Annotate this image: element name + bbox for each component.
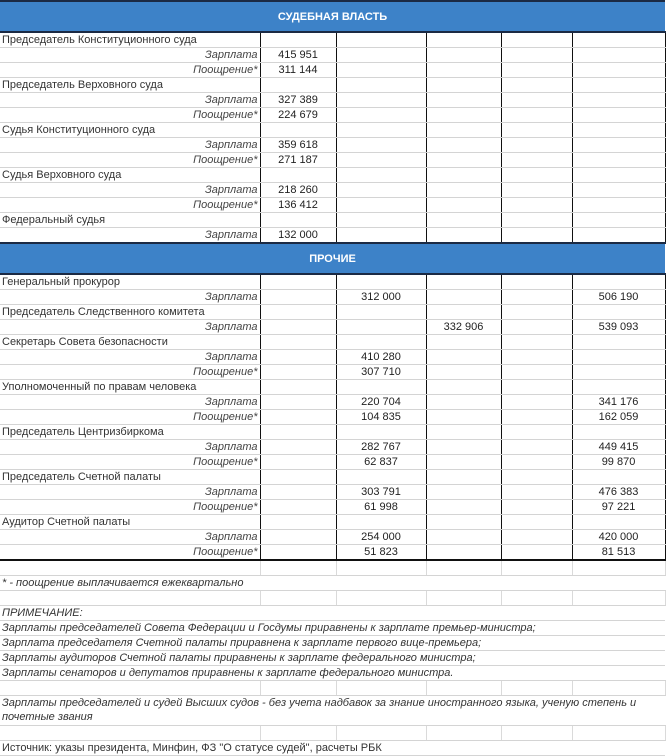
note-line-text[interactable]: Зарплаты аудиторов Счетной палаты приравнены к зарплате федерального министра; (0, 651, 665, 666)
value-cell[interactable] (426, 350, 501, 365)
position-row (0, 274, 665, 290)
value-cell[interactable] (426, 153, 501, 168)
position-name[interactable]: Судья Конституционного суда (0, 123, 260, 138)
empty-cell[interactable] (572, 32, 665, 48)
empty-cell[interactable] (336, 78, 426, 93)
empty-cell[interactable] (426, 274, 501, 290)
position-name[interactable]: Генеральный прокурор (0, 274, 260, 290)
empty-cell[interactable] (501, 425, 572, 440)
row-label[interactable]: Зарплата (0, 48, 260, 63)
table-row (0, 500, 665, 515)
empty-cell[interactable] (501, 560, 572, 576)
table-row (0, 153, 665, 168)
value-cell[interactable] (501, 350, 572, 365)
row-label[interactable]: Поощрение* (0, 153, 260, 168)
table-row (0, 228, 665, 244)
note-line-text[interactable]: Зарплаты председателей Совета Федерации и Госдумы приравнены к зарплате премьер-министра; (0, 621, 665, 636)
row-label[interactable]: Поощрение* (0, 545, 260, 561)
empty-cell[interactable] (336, 591, 426, 606)
value-cell[interactable] (501, 395, 572, 410)
empty-cell[interactable] (260, 274, 336, 290)
section-title[interactable]: СУДЕБНАЯ ВЛАСТЬ (0, 1, 665, 32)
empty-cell[interactable] (572, 726, 665, 741)
value-cell[interactable]: 359 618 (260, 138, 336, 153)
value-cell[interactable]: 282 767 (336, 440, 426, 455)
table-row (0, 455, 665, 470)
table-row (0, 395, 665, 410)
value-cell[interactable] (501, 500, 572, 515)
empty-cell[interactable] (260, 560, 336, 576)
value-cell[interactable] (260, 320, 336, 335)
row-label[interactable]: Зарплата (0, 138, 260, 153)
value-cell[interactable]: 506 190 (572, 290, 665, 305)
value-cell[interactable] (501, 410, 572, 425)
value-cell[interactable] (501, 485, 572, 500)
empty-cell[interactable] (336, 681, 426, 696)
position-name[interactable]: Председатель Центризбиркома (0, 425, 260, 440)
courts-note (0, 696, 665, 726)
table-row (0, 545, 665, 561)
value-cell[interactable] (336, 153, 426, 168)
value-cell[interactable] (572, 108, 665, 123)
empty-cell[interactable] (426, 470, 501, 485)
value-cell[interactable] (501, 440, 572, 455)
value-cell[interactable] (501, 290, 572, 305)
empty-cell[interactable] (572, 591, 665, 606)
value-cell[interactable] (501, 183, 572, 198)
empty-cell[interactable] (260, 470, 336, 485)
value-cell[interactable] (336, 228, 426, 244)
empty-cell[interactable] (336, 425, 426, 440)
empty-cell[interactable] (426, 380, 501, 395)
note-line (0, 621, 665, 636)
empty-cell[interactable] (572, 123, 665, 138)
table-row (0, 63, 665, 78)
position-name[interactable]: Секретарь Совета безопасности (0, 335, 260, 350)
value-cell[interactable] (501, 63, 572, 78)
value-cell[interactable] (426, 48, 501, 63)
empty-cell[interactable] (260, 78, 336, 93)
note-title-text[interactable]: ПРИМЕЧАНИЕ: (0, 606, 665, 621)
empty-cell[interactable] (0, 591, 260, 606)
note-line (0, 651, 665, 666)
value-cell[interactable] (572, 48, 665, 63)
row-label[interactable]: Зарплата (0, 350, 260, 365)
row-label[interactable]: Поощрение* (0, 455, 260, 470)
value-cell[interactable] (426, 183, 501, 198)
position-name[interactable]: Судья Верховного суда (0, 168, 260, 183)
position-row (0, 123, 665, 138)
value-cell[interactable] (501, 530, 572, 545)
position-row (0, 380, 665, 395)
source-line-text[interactable]: Источник: указы президента, Минфин, ФЗ "О статусе судей", расчеты РБК (0, 741, 665, 756)
empty-cell[interactable] (501, 470, 572, 485)
table-row (0, 530, 665, 545)
empty-cell[interactable] (260, 32, 336, 48)
value-cell[interactable] (426, 410, 501, 425)
table-row (0, 290, 665, 305)
blank-row (0, 560, 665, 576)
position-name[interactable]: Председатель Следственного комитета (0, 305, 260, 320)
empty-cell[interactable] (336, 726, 426, 741)
value-cell[interactable] (426, 290, 501, 305)
empty-cell[interactable] (572, 560, 665, 576)
value-cell[interactable] (426, 63, 501, 78)
value-cell[interactable] (426, 440, 501, 455)
value-cell[interactable]: 312 000 (336, 290, 426, 305)
table-row (0, 365, 665, 380)
row-label[interactable]: Поощрение* (0, 63, 260, 78)
courts-note-text[interactable]: Зарплаты председателей и судей Высших судов - без учета надбавок за знание иностранного языка, ученую степень и почетные звания (0, 696, 665, 726)
position-name[interactable]: Председатель Конституционного суда (0, 32, 260, 48)
position-row (0, 470, 665, 485)
empty-cell[interactable] (260, 515, 336, 530)
value-cell[interactable] (336, 63, 426, 78)
blank-row (0, 591, 665, 606)
value-cell[interactable] (501, 153, 572, 168)
value-cell[interactable]: 415 951 (260, 48, 336, 63)
value-cell[interactable]: 311 144 (260, 63, 336, 78)
row-label[interactable]: Поощрение* (0, 410, 260, 425)
value-cell[interactable] (426, 530, 501, 545)
value-cell[interactable]: 62 837 (336, 455, 426, 470)
empty-cell[interactable] (572, 305, 665, 320)
empty-cell[interactable] (260, 335, 336, 350)
value-cell[interactable] (572, 350, 665, 365)
empty-cell[interactable] (572, 681, 665, 696)
row-label[interactable]: Зарплата (0, 183, 260, 198)
value-cell[interactable] (336, 198, 426, 213)
value-cell[interactable] (426, 93, 501, 108)
value-cell[interactable] (501, 365, 572, 380)
value-cell[interactable] (260, 455, 336, 470)
empty-cell[interactable] (501, 380, 572, 395)
value-cell[interactable] (260, 290, 336, 305)
position-row (0, 213, 665, 228)
position-row (0, 335, 665, 350)
value-cell[interactable]: 51 823 (336, 545, 426, 561)
value-cell[interactable] (426, 545, 501, 561)
table-row (0, 48, 665, 63)
row-label[interactable]: Поощрение* (0, 365, 260, 380)
empty-cell[interactable] (572, 380, 665, 395)
empty-cell[interactable] (501, 78, 572, 93)
empty-cell[interactable] (336, 123, 426, 138)
row-label[interactable]: Зарплата (0, 530, 260, 545)
value-cell[interactable] (260, 485, 336, 500)
value-cell[interactable]: 136 412 (260, 198, 336, 213)
value-cell[interactable] (426, 500, 501, 515)
row-label[interactable]: Поощрение* (0, 500, 260, 515)
value-cell[interactable] (260, 365, 336, 380)
value-cell[interactable]: 220 704 (336, 395, 426, 410)
position-row (0, 78, 665, 93)
empty-cell[interactable] (501, 274, 572, 290)
empty-cell[interactable] (501, 515, 572, 530)
row-label[interactable]: Зарплата (0, 93, 260, 108)
empty-cell[interactable] (426, 168, 501, 183)
empty-cell[interactable] (572, 213, 665, 228)
empty-cell[interactable] (336, 515, 426, 530)
value-cell[interactable]: 476 383 (572, 485, 665, 500)
empty-cell[interactable] (0, 560, 260, 576)
value-cell[interactable] (426, 228, 501, 244)
row-label[interactable]: Зарплата (0, 228, 260, 244)
value-cell[interactable] (336, 93, 426, 108)
value-cell[interactable]: 327 389 (260, 93, 336, 108)
value-cell[interactable] (501, 93, 572, 108)
value-cell[interactable] (260, 530, 336, 545)
empty-cell[interactable] (260, 305, 336, 320)
value-cell[interactable] (336, 138, 426, 153)
value-cell[interactable] (336, 108, 426, 123)
footnote (0, 576, 665, 591)
table-row (0, 93, 665, 108)
value-cell[interactable] (501, 198, 572, 213)
empty-cell[interactable] (426, 78, 501, 93)
value-cell[interactable] (426, 485, 501, 500)
position-row (0, 168, 665, 183)
value-cell[interactable]: 410 280 (336, 350, 426, 365)
section-title[interactable]: ПРОЧИЕ (0, 243, 665, 274)
table-row (0, 198, 665, 213)
value-cell[interactable]: 420 000 (572, 530, 665, 545)
value-cell[interactable]: 61 998 (336, 500, 426, 515)
position-row (0, 32, 665, 48)
empty-cell[interactable] (260, 726, 336, 741)
position-name[interactable]: Федеральный судья (0, 213, 260, 228)
source-line (0, 741, 665, 756)
empty-cell[interactable] (572, 425, 665, 440)
empty-cell[interactable] (572, 515, 665, 530)
value-cell[interactable]: 271 187 (260, 153, 336, 168)
value-cell[interactable] (501, 545, 572, 561)
value-cell[interactable] (260, 350, 336, 365)
value-cell[interactable] (501, 320, 572, 335)
empty-cell[interactable] (501, 123, 572, 138)
value-cell[interactable]: 218 260 (260, 183, 336, 198)
blank-row (0, 681, 665, 696)
empty-cell[interactable] (426, 32, 501, 48)
value-cell[interactable] (426, 455, 501, 470)
empty-cell[interactable] (336, 380, 426, 395)
value-cell[interactable] (501, 138, 572, 153)
section-header (0, 243, 665, 274)
empty-cell[interactable] (501, 213, 572, 228)
table-row (0, 485, 665, 500)
empty-cell[interactable] (260, 168, 336, 183)
value-cell[interactable]: 81 513 (572, 545, 665, 561)
note-title (0, 606, 665, 621)
empty-cell[interactable] (501, 591, 572, 606)
section-header (0, 1, 665, 32)
value-cell[interactable] (572, 93, 665, 108)
position-name[interactable]: Аудитор Счетной палаты (0, 515, 260, 530)
value-cell[interactable] (260, 395, 336, 410)
empty-cell[interactable] (426, 213, 501, 228)
empty-cell[interactable] (260, 213, 336, 228)
value-cell[interactable] (426, 395, 501, 410)
value-cell[interactable] (336, 48, 426, 63)
row-label[interactable]: Зарплата (0, 395, 260, 410)
value-cell[interactable] (336, 183, 426, 198)
table-row (0, 138, 665, 153)
table-row (0, 183, 665, 198)
empty-cell[interactable] (0, 726, 260, 741)
value-cell[interactable] (260, 440, 336, 455)
empty-cell[interactable] (336, 168, 426, 183)
position-name[interactable]: Председатель Счетной палаты (0, 470, 260, 485)
value-cell[interactable] (260, 545, 336, 561)
value-cell[interactable] (426, 108, 501, 123)
empty-cell[interactable] (426, 425, 501, 440)
value-cell[interactable] (572, 153, 665, 168)
empty-cell[interactable] (0, 681, 260, 696)
value-cell[interactable]: 97 221 (572, 500, 665, 515)
value-cell[interactable] (260, 410, 336, 425)
value-cell[interactable] (501, 108, 572, 123)
empty-cell[interactable] (426, 560, 501, 576)
value-cell[interactable]: 332 906 (426, 320, 501, 335)
row-label[interactable]: Зарплата (0, 290, 260, 305)
position-name[interactable]: Председатель Верховного суда (0, 78, 260, 93)
note-line-text[interactable]: Зарплаты сенаторов и депутатов приравнены к зарплате федерального министра. (0, 666, 665, 681)
value-cell[interactable] (572, 183, 665, 198)
note-line (0, 636, 665, 651)
value-cell[interactable] (572, 138, 665, 153)
empty-cell[interactable] (336, 305, 426, 320)
empty-cell[interactable] (426, 515, 501, 530)
table-row (0, 320, 665, 335)
value-cell[interactable] (426, 198, 501, 213)
table-row (0, 350, 665, 365)
note-line (0, 666, 665, 681)
value-cell[interactable]: 162 059 (572, 410, 665, 425)
value-cell[interactable] (336, 320, 426, 335)
position-row (0, 425, 665, 440)
row-label[interactable]: Зарплата (0, 485, 260, 500)
empty-cell[interactable] (336, 213, 426, 228)
value-cell[interactable]: 254 000 (336, 530, 426, 545)
empty-cell[interactable] (426, 681, 501, 696)
empty-cell[interactable] (426, 726, 501, 741)
value-cell[interactable]: 449 415 (572, 440, 665, 455)
empty-cell[interactable] (426, 123, 501, 138)
row-label[interactable]: Поощрение* (0, 108, 260, 123)
table-row (0, 440, 665, 455)
value-cell[interactable]: 307 710 (336, 365, 426, 380)
empty-cell[interactable] (501, 305, 572, 320)
empty-cell[interactable] (260, 380, 336, 395)
empty-cell[interactable] (572, 274, 665, 290)
value-cell[interactable] (260, 500, 336, 515)
empty-cell[interactable] (336, 560, 426, 576)
note-line-text[interactable]: Зарплата председателя Счетной палаты приравнена к зарплате первого вице-премьера; (0, 636, 665, 651)
empty-cell[interactable] (501, 32, 572, 48)
value-cell[interactable]: 132 000 (260, 228, 336, 244)
value-cell[interactable] (501, 228, 572, 244)
value-cell[interactable] (426, 365, 501, 380)
table-row (0, 410, 665, 425)
value-cell[interactable]: 224 679 (260, 108, 336, 123)
value-cell[interactable]: 341 176 (572, 395, 665, 410)
value-cell[interactable] (572, 365, 665, 380)
empty-cell[interactable] (426, 591, 501, 606)
row-label[interactable]: Поощрение* (0, 198, 260, 213)
empty-cell[interactable] (572, 470, 665, 485)
empty-cell[interactable] (501, 681, 572, 696)
empty-cell[interactable] (336, 470, 426, 485)
table-row (0, 108, 665, 123)
empty-cell[interactable] (260, 123, 336, 138)
value-cell[interactable] (572, 228, 665, 244)
row-label[interactable]: Зарплата (0, 440, 260, 455)
position-name[interactable]: Уполномоченный по правам человека (0, 380, 260, 395)
blank-row (0, 726, 665, 741)
row-label[interactable]: Зарплата (0, 320, 260, 335)
value-cell[interactable] (501, 48, 572, 63)
empty-cell[interactable] (426, 305, 501, 320)
empty-cell[interactable] (336, 274, 426, 290)
footnote-text[interactable]: * - поощрение выплачивается ежеквартально (0, 576, 665, 591)
position-row (0, 515, 665, 530)
value-cell[interactable]: 303 791 (336, 485, 426, 500)
empty-cell[interactable] (572, 168, 665, 183)
empty-cell[interactable] (572, 78, 665, 93)
value-cell[interactable]: 104 835 (336, 410, 426, 425)
value-cell[interactable]: 99 870 (572, 455, 665, 470)
empty-cell[interactable] (501, 726, 572, 741)
position-row (0, 305, 665, 320)
empty-cell[interactable] (260, 591, 336, 606)
empty-cell[interactable] (260, 681, 336, 696)
empty-cell[interactable] (336, 32, 426, 48)
value-cell[interactable] (426, 138, 501, 153)
empty-cell[interactable] (501, 168, 572, 183)
value-cell[interactable] (572, 198, 665, 213)
value-cell[interactable] (572, 63, 665, 78)
empty-cell[interactable] (501, 335, 572, 350)
empty-cell[interactable] (260, 425, 336, 440)
value-cell[interactable] (501, 455, 572, 470)
empty-cell[interactable] (426, 335, 501, 350)
empty-cell[interactable] (572, 335, 665, 350)
empty-cell[interactable] (336, 335, 426, 350)
value-cell[interactable]: 539 093 (572, 320, 665, 335)
